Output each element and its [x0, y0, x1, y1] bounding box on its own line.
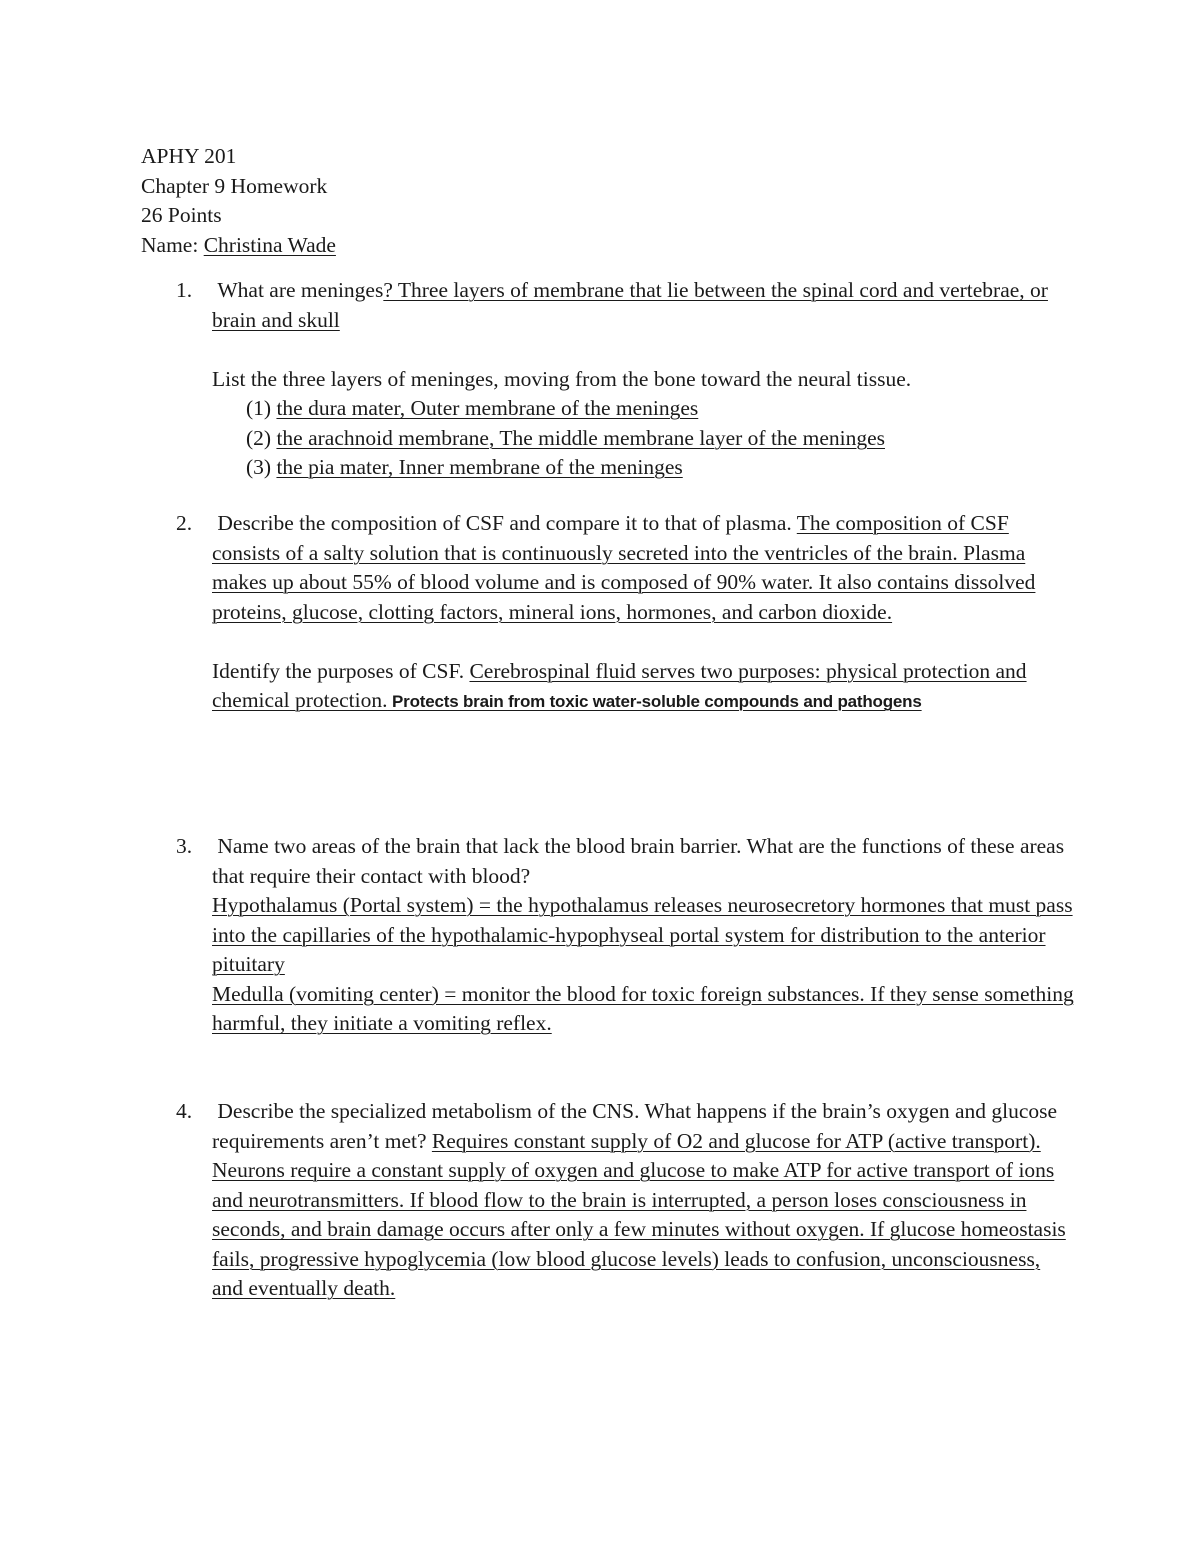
student-name: Christina Wade: [203, 232, 336, 257]
question-1: [176, 276, 1076, 483]
list-item: (2) the arachnoid membrane, The middle membrane layer of the meninges: [246, 425, 885, 450]
layer-answer: the pia mater, Inner membrane of the meninges: [276, 455, 683, 479]
question-2-prompt: Describe the composition of CSF and compare it to that of plasma.: [217, 511, 797, 535]
question-1-answer: ? Three layers of membrane that lie between the spinal cord and vertebrae, or brain and skull: [212, 278, 1048, 332]
question-2: [176, 509, 1076, 717]
question-2-answer: The composition of CSF consists of a salty solution that is continuously secreted into the ventricles of the brain. Plasma makes up about 55% of blood volume and is composed of 90% water. It also contains dissolved proteins, glucose, clotting factors, mineral ions, hormones, and carbon dioxide.: [212, 511, 1036, 624]
question-4-text: [212, 1097, 1076, 1304]
question-number: 1.: [176, 278, 193, 302]
assignment-title: Chapter 9 Homework: [141, 173, 328, 198]
document-header: [141, 142, 1091, 260]
csf-purpose-extra: Protects brain from toxic water-soluble compounds and pathogens: [387, 692, 922, 711]
question-4: [176, 1097, 1076, 1304]
csf-purpose-prompt: Identify the purposes of CSF.: [212, 658, 470, 683]
question-3-text: [212, 832, 1076, 891]
medulla-answer: Medulla (vomiting center) = monitor the blood for toxic foreign substances. If they sense something harmful, they initiate a vomiting reflex.: [212, 981, 1074, 1035]
course-code: APHY 201: [141, 144, 237, 168]
question-4-answer: Requires constant supply of O2 and glucose for ATP (active transport). Neurons require a constant supply of oxygen and glucose to make ATP for active transport of ions and neurotransmitters. If blood flow to the brain is interrupted, a person loses consciousness in seconds, and brain damage occurs after only a few minutes without oxygen. If glucose homeostasis fails, progressive hypoglycemia (low blood glucose levels) leads to confusion, unconsciousness, and eventually death.: [212, 1128, 1066, 1300]
name-label: Name:: [141, 232, 204, 257]
csf-purpose-text: [212, 657, 1076, 717]
hypothalamus-answer: Hypothalamus (Portal system) = the hypothalamus releases neurosecretory hormones that must pass into the capillaries of the hypothalamic-hypophyseal portal system for distribution to the anterior pituitary: [212, 893, 1073, 976]
question-number: 2.: [176, 511, 193, 535]
question-1-prompt: What are meninges: [217, 278, 384, 302]
question-1-text: [212, 276, 1076, 335]
question-number: 4.: [176, 1099, 193, 1123]
question-number: 3.: [176, 834, 193, 858]
question-4-prompt: Describe the specialized metabolism of the CNS. What happens if the brain’s oxygen and glucose requirements aren’t met?: [212, 1099, 1058, 1153]
question-2-text: [212, 509, 1076, 627]
layer-answer: the dura mater, Outer membrane of the meninges: [276, 396, 699, 420]
question-3: [176, 832, 1076, 1039]
list-item: (1) the dura mater, Outer membrane of the meninges: [246, 396, 699, 420]
layer-answer: the arachnoid membrane, The middle membrane layer of the meninges: [276, 425, 885, 450]
student-name-line: [141, 231, 1091, 261]
csf-purpose-answer: Cerebrospinal fluid serves two purposes: physical protection and chemical protection.: [212, 658, 1027, 712]
list-item: (3) the pia mater, Inner membrane of the meninges: [246, 455, 683, 479]
points-total: 26 Points: [141, 203, 222, 227]
meninges-list-prompt: List the three layers of meninges, moving from the bone toward the neural tissue.: [212, 366, 912, 391]
question-3-prompt: Name two areas of the brain that lack the blood brain barrier. What are the functions of these areas that require their contact with blood?: [212, 834, 1065, 888]
